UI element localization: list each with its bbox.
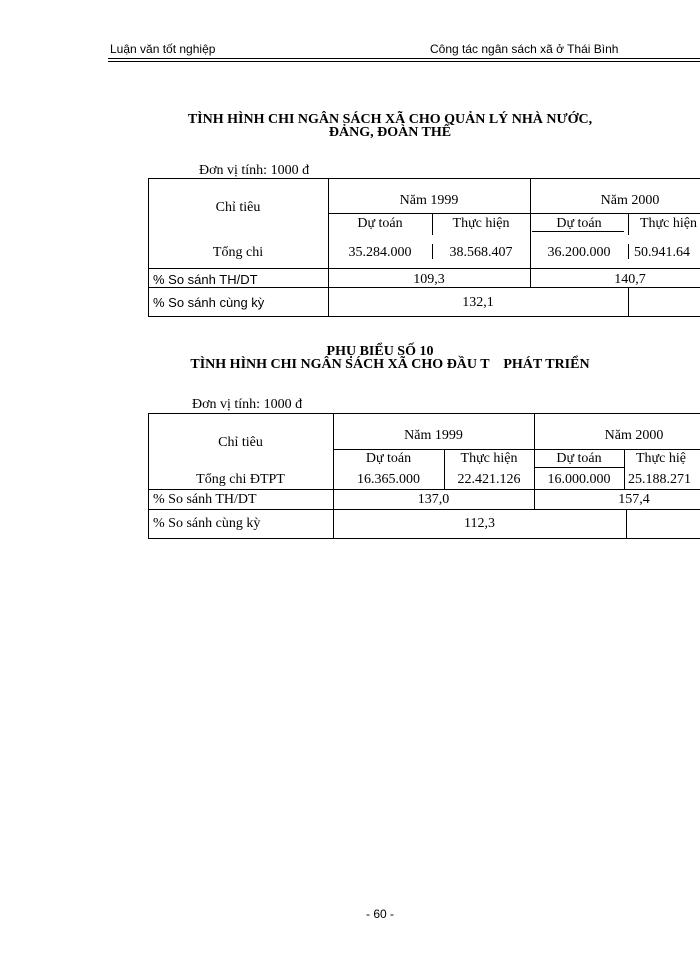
- s2-row-compare-label: % So sánh TH/DT: [153, 492, 257, 507]
- s1-total-actual-1999: 38.568.407: [449, 245, 513, 260]
- s2-sub-plan-1999: Dự toán: [365, 451, 412, 466]
- s2-same-period-value: 112,3: [464, 516, 495, 531]
- section2-title-line1: PHỤ BIỂU SỐ 10: [326, 344, 434, 359]
- s2-header-chitieu: Chỉ tiêu: [218, 435, 263, 450]
- s1-sub-plan-2000: Dự toán: [556, 216, 602, 231]
- section1-title-line2: ĐẢNG, ĐOÀN THỂ: [328, 125, 452, 140]
- s1-header-year2000: Năm 2000: [600, 193, 660, 208]
- s1-compare-1999: 109,3: [413, 272, 445, 287]
- s1-sub-actual-1999: Thực hiện: [452, 216, 510, 231]
- s1-row-same-period-label: % So sánh cùng kỳ: [153, 295, 265, 310]
- s2-sub-actual-1999: Thực hiện: [460, 451, 518, 466]
- s1-sub-plan-1999: Dự toán: [357, 216, 403, 231]
- s2-total-plan-1999: 16.365.000: [357, 472, 420, 487]
- s2-total-plan-2000: 16.000.000: [547, 472, 611, 487]
- section1-title-line1: TÌNH HÌNH CHI NGÂN SÁCH XÃ CHO QUẢN LÝ NHÀ NƯỚC,: [187, 112, 593, 127]
- s2-compare-1999: 137,0: [417, 492, 450, 507]
- s2-total-actual-2000: 25.188.271: [628, 472, 691, 487]
- s2-row-total-label: Tổng chi ĐTPT: [196, 472, 285, 487]
- page-number: - 60 -: [365, 907, 394, 921]
- s2-total-actual-1999: 22.421.126: [457, 472, 521, 487]
- s1-header-chitieu: Chỉ tiêu: [215, 200, 261, 215]
- section1-unit: Đơn vị tính: 1000 đ: [199, 163, 310, 178]
- s1-total-plan-2000: 36.200.000: [547, 245, 611, 260]
- s1-compare-2000: 140,7: [614, 272, 646, 287]
- s1-row-compare-label: % So sánh TH/DT: [153, 272, 258, 287]
- s1-total-actual-2000: 50.941.64: [634, 245, 690, 260]
- s2-row-same-period-label: % So sánh cùng kỳ: [153, 516, 261, 531]
- s1-same-period-value: 132,1: [462, 295, 494, 310]
- s2-header-year2000: Năm 2000: [604, 428, 664, 443]
- s1-row-total-label: Tổng chi: [212, 245, 264, 260]
- s2-header-year1999: Năm 1999: [404, 428, 463, 443]
- s2-sub-plan-2000: Dự toán: [556, 451, 602, 466]
- s1-total-plan-1999: 35.284.000: [348, 245, 412, 260]
- header-left: Luận văn tốt nghiệp: [110, 42, 216, 56]
- s2-compare-2000: 157,4: [618, 492, 650, 507]
- s1-header-year1999: Năm 1999: [399, 193, 459, 208]
- s2-sub-actual-2000: Thực hiệ: [636, 451, 686, 466]
- s1-sub-actual-2000: Thực hiện: [640, 216, 697, 231]
- section2-title-line2: TÌNH HÌNH CHI NGÂN SÁCH XÃ CHO ĐẦU T PHÁT TRIỂN: [190, 357, 590, 372]
- header-right: Công tác ngân sách xã ở Thái Bình: [430, 42, 619, 56]
- section2-unit: Đơn vị tính: 1000 đ: [192, 397, 303, 412]
